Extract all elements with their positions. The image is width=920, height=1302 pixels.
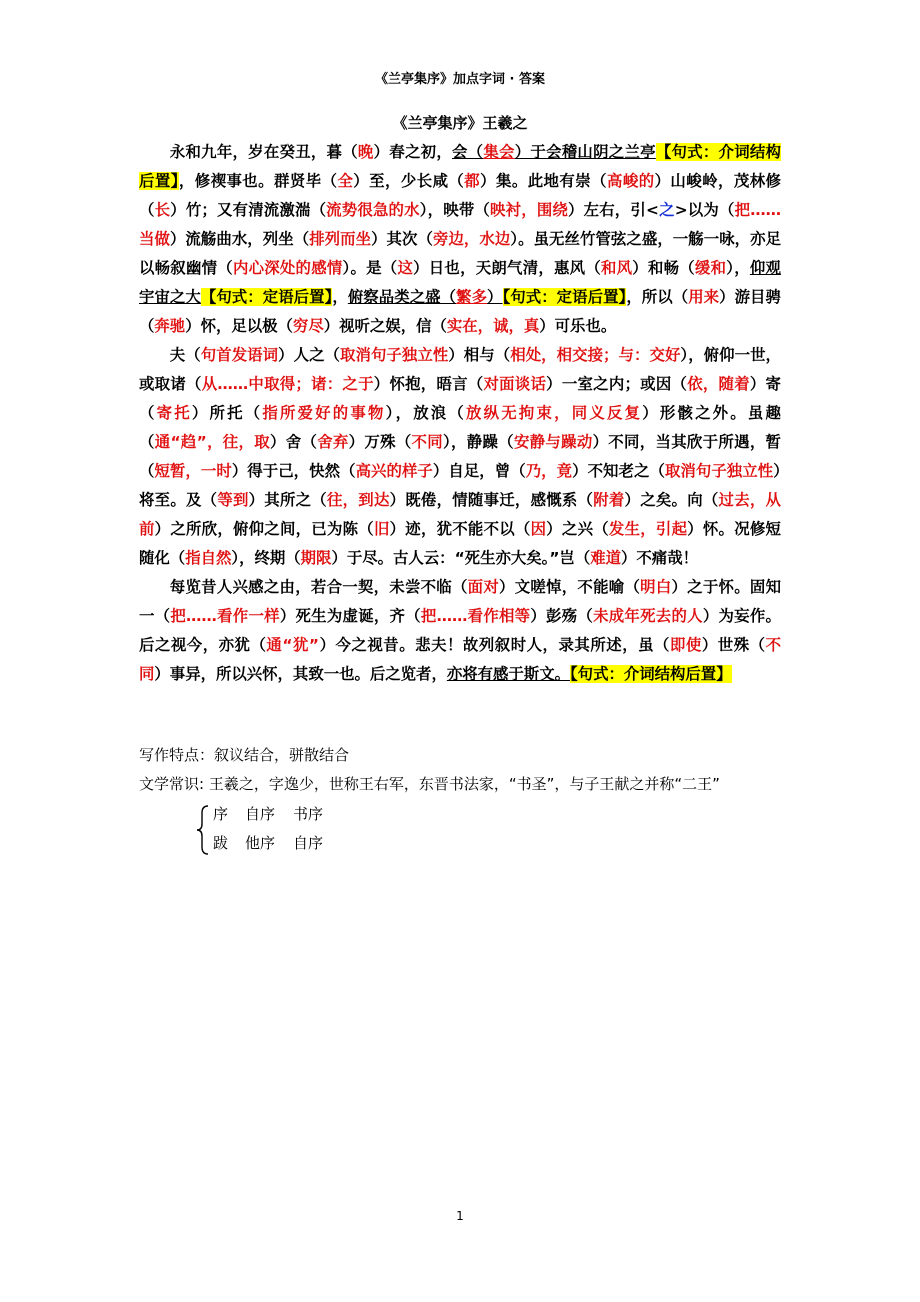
page-header: 《兰亭集序》加点字词 · 答案 (375, 72, 545, 87)
text-segment: ）其所之（ (248, 491, 327, 509)
paragraph-2 (139, 341, 781, 573)
text-segment: ）怀抱，晤言（ (373, 375, 484, 393)
gloss: 高兴的样子 (355, 462, 433, 480)
term: 自序 (245, 805, 276, 823)
text-segment: ）不同，当其欣于所遇，暂（ (139, 433, 781, 480)
gloss: 发生，引起 (608, 520, 688, 538)
gloss: 通“趋”，往，取 (154, 433, 270, 451)
text-segment: ）流觞曲水，列坐（ (169, 230, 310, 248)
gloss: 从……中取得；诸：之于 (201, 375, 374, 393)
text-segment: ），俯仰一世，或取诸（ (139, 346, 781, 393)
gloss: 期限 (300, 549, 332, 567)
text-segment: ），放浪（ (385, 404, 467, 422)
gloss: 晚 (357, 143, 374, 161)
text-segment: ）事异，所以兴怀，其致一也。后之览者， (154, 665, 447, 683)
gloss: 指所爱好的事物 (262, 404, 386, 422)
text-segment: ）相与（ (448, 346, 511, 364)
text-segment: 俯察品类之盛（ (347, 288, 457, 306)
text-segment: ）迹，犹不能不以（ (389, 520, 531, 538)
text-segment: ， (332, 288, 348, 306)
gloss: 这 (397, 259, 414, 277)
gloss: 和风 (600, 259, 633, 277)
gloss: 即使 (669, 636, 702, 654)
gloss: 繁多 (456, 288, 488, 306)
text-segment: ）人之（ (278, 346, 341, 364)
gloss: 取消句子独立性 (340, 346, 449, 364)
text-segment: ）游目骋（ (139, 288, 781, 335)
text-segment: ）于会稽山阴之兰亭 (514, 143, 656, 161)
gloss: 把……看作相等 (420, 607, 531, 625)
text-segment: ）既倦，情随事迁，感慨系（ (389, 491, 594, 509)
text-segment: ）左右，引< (568, 201, 659, 219)
literary-knowledge: 文学常识: 王羲之，字逸少，世称王右军，东晋书法家，“书圣”，与子王献之并称“二王” (139, 775, 720, 793)
text-segment: ）竹；又有清流激湍（ (170, 201, 327, 219)
gloss: 句首发语词 (200, 346, 279, 364)
term: 跋 (213, 834, 229, 852)
text-segment: ）怀。况修短随化（ (139, 520, 781, 567)
text-segment: ） (487, 288, 503, 306)
gloss: 寄托 (156, 404, 192, 422)
text-segment: ）为妄作。后之视今，亦犹（ (139, 607, 781, 654)
gloss: 不同 (411, 433, 443, 451)
gloss: 附着 (593, 491, 625, 509)
gloss: 全 (337, 172, 354, 190)
text-segment: ）舍（ (270, 433, 318, 451)
gloss: 难道 (590, 549, 622, 567)
text-segment: ）至，少长咸（ (353, 172, 465, 190)
text-segment: ）其次（ (371, 230, 433, 248)
gloss: 实在，诚，真 (446, 317, 540, 335)
text-segment: ）一室之内；或因（ (546, 375, 688, 393)
sentence-pattern-note: 【句式：介词结构后置】 (139, 143, 781, 190)
text-segment: ）不知老之（ (572, 462, 665, 480)
gloss: 放纵无拘束，同义反复 (466, 404, 643, 422)
text-segment: ）可乐也。 (539, 317, 617, 335)
gloss: 都 (464, 172, 481, 190)
text-segment: ）死生为虚诞，齐（ (279, 607, 421, 625)
sentence-pattern-note: 【句式：介词结构后置】 (569, 665, 732, 683)
gloss: 因 (530, 520, 547, 538)
writing-features: 写作特点：叙议结合，骈散结合 (139, 746, 350, 764)
text-segment: ）于尽。古人云：“死生亦大矣。”岂（ (331, 549, 591, 567)
gloss: 指自然 (185, 549, 232, 567)
text-segment: 会（ (452, 143, 484, 161)
text-segment: ），静躁（ (443, 433, 514, 451)
paragraph-1 (139, 138, 781, 341)
text-segment: ）。是（ (342, 259, 398, 277)
omitted-word: 之 (658, 201, 675, 219)
text-segment: ）之所欣，俯仰之间，已为陈（ (154, 520, 374, 538)
gloss: 明白 (640, 578, 672, 596)
text-segment: 亦将有感于斯文。 (446, 665, 570, 683)
text-segment: ）不痛哉！ (621, 549, 698, 567)
text-segment: ）彭殇（ (530, 607, 594, 625)
term: 序 (213, 805, 229, 823)
text-segment: ），映带（ (419, 201, 491, 219)
gloss: 等到 (217, 491, 249, 509)
text-segment: ）日也，天朗气清，惠风（ (413, 259, 601, 277)
gloss: 高峻的 (606, 172, 655, 190)
text-segment: ）和畅（ (632, 259, 695, 277)
gloss: 面对 (467, 578, 500, 596)
gloss: 穷尽 (292, 317, 324, 335)
text-segment: ）视听之娱，信（ (323, 317, 447, 335)
text-segment: ）之于怀。固知一（ (139, 578, 781, 625)
curly-brace-icon (196, 805, 210, 855)
page-number: 1 (456, 1209, 464, 1223)
gloss: 排列而坐 (309, 230, 372, 248)
text-segment: ）今之视昔。悲夫！故列叙时人，录其所述，虽（ (319, 636, 670, 654)
gloss: 不同 (139, 636, 781, 683)
text-segment: ）， (726, 259, 750, 277)
gloss: 未成年死去的人 (593, 607, 703, 625)
text-segment: ）万殊（ (348, 433, 412, 451)
gloss: 往，到达 (326, 491, 390, 509)
gloss: 乃，竟 (525, 462, 573, 480)
text-segment: 每览昔人兴感之由，若合一契，未尝不临（ (169, 578, 468, 596)
text-segment: ）形骸之外。虽趣（ (139, 404, 781, 451)
annotated-text (139, 138, 781, 689)
text-segment: ）之兴（ (546, 520, 609, 538)
text-segment: 仰观宇宙之大 (139, 259, 781, 306)
text-segment: ）集。此地有崇（ (480, 172, 607, 190)
gloss: 用来 (688, 288, 720, 306)
text-segment: ）得于己，快然（ (231, 462, 356, 480)
text-segment: ）春之初， (373, 143, 452, 161)
document-title: 《兰亭集序》王羲之 (392, 114, 528, 132)
text-segment: ，所以（ (626, 288, 689, 306)
postscript-row (213, 832, 323, 853)
gloss: 旁边，水边 (432, 230, 511, 248)
paragraph-3 (139, 573, 781, 689)
gloss: 缓和 (694, 259, 727, 277)
gloss: 长 (154, 201, 171, 219)
gloss: 对面谈话 (483, 375, 547, 393)
text-segment: ）怀，足以极（ (185, 317, 293, 335)
text-segment: 永和九年，岁在癸丑，暮（ (169, 143, 358, 161)
text-segment: >以为（ (674, 201, 735, 219)
sentence-pattern-note: 【句式：定语后置】 (200, 288, 333, 306)
text-segment: ）将至。及（ (139, 462, 781, 509)
text-segment: ）文嗟悼，不能喻（ (499, 578, 641, 596)
text-segment: 夫（ (169, 346, 201, 364)
gloss: 依，随着 (687, 375, 750, 393)
text-segment: ）山峻岭，茂林修（ (139, 172, 781, 219)
text-segment: ）世殊（ (701, 636, 766, 654)
text-segment: ）所托（ (191, 404, 263, 422)
gloss: 取消句子独立性 (664, 462, 774, 480)
gloss: 过去，从前 (139, 491, 781, 538)
text-segment: ，修禊事也。群贤毕（ (178, 172, 338, 190)
gloss: 旧 (373, 520, 390, 538)
gloss: 把……当做 (139, 201, 781, 248)
gloss: 舍弃 (317, 433, 349, 451)
gloss: 通“犹” (266, 636, 320, 654)
preface-row (213, 803, 323, 824)
text-segment: ）寄（ (139, 375, 781, 422)
gloss: 内心深处的感情 (232, 259, 343, 277)
term: 他序 (245, 834, 276, 852)
text-segment: ）自足，曾（ (432, 462, 526, 480)
text-segment: ），终期（ (231, 549, 301, 567)
term: 书序 (293, 805, 324, 823)
text-segment: ）。虽无丝竹管弦之盛，一觞一咏，亦足以畅叙幽情（ (139, 230, 781, 277)
gloss: 映衬，围绕 (490, 201, 569, 219)
gloss: 把……看作一样 (170, 607, 280, 625)
gloss: 流势很急的水 (326, 201, 420, 219)
text-segment: ）之矣。向（ (624, 491, 719, 509)
gloss: 相处，相交接；与：交好 (510, 346, 681, 364)
gloss: 安静与躁动 (513, 433, 593, 451)
gloss: 短暂，一时 (154, 462, 232, 480)
sentence-pattern-note: 【句式：定语后置】 (502, 288, 627, 306)
term: 自序 (293, 834, 324, 852)
gloss: 集会 (483, 143, 515, 161)
gloss: 奔驰 (154, 317, 186, 335)
